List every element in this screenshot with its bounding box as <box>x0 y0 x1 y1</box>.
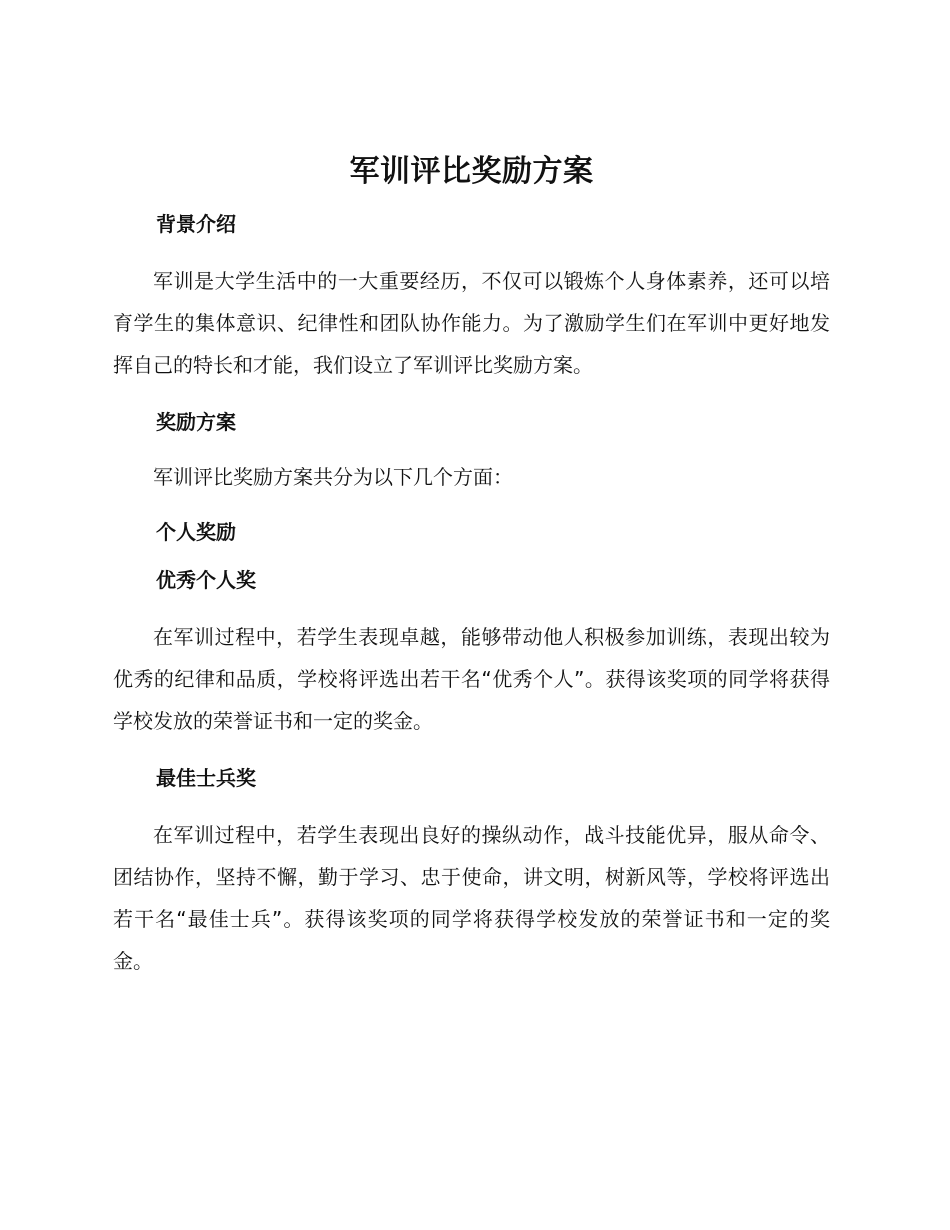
spacer <box>113 238 830 260</box>
document-body <box>113 148 830 982</box>
spacer <box>113 546 830 566</box>
paragraph-soldier: 在军训过程中，若学生表现出良好的操纵动作，战斗技能优异，服从命令、团结协作，坚持不懈，勤于学习、忠于使命，讲文明，树新风等，学校将评选出若干名“最佳士兵”。获得该奖项的同学将获得学校发放的荣誉证书和一定的奖金。 <box>113 823 830 973</box>
paragraph-plan-intro: 军训评比奖励方案共分为以下几个方面： <box>153 465 513 489</box>
section-heading-soldier: 最佳士兵奖 <box>156 766 256 790</box>
spacer <box>113 792 830 814</box>
section-heading-excellent: 优秀个人奖 <box>156 568 256 592</box>
spacer <box>113 386 830 408</box>
paragraph-background: 军训是大学生活中的一大重要经历，不仅可以锻炼个人身体素养，还可以培育学生的集体意识、纪律性和团队协作能力。为了激励学生们在军训中更好地发挥自己的特长和才能，我们设立了军训评比奖励方案。 <box>113 269 830 377</box>
spacer <box>113 436 830 456</box>
section-heading-background: 背景介绍 <box>156 212 236 236</box>
spacer <box>113 742 830 764</box>
spacer <box>113 594 830 616</box>
section-heading-individual: 个人奖励 <box>156 520 236 544</box>
paragraph-excellent: 在军训过程中，若学生表现卓越，能够带动他人积极参加训练，表现出较为优秀的纪律和品质，学校将评选出若干名“优秀个人”。获得该奖项的同学将获得学校发放的荣誉证书和一定的奖金。 <box>113 625 830 733</box>
document-title: 军训评比奖励方案 <box>349 154 594 189</box>
section-heading-plan: 奖励方案 <box>156 410 236 434</box>
spacer <box>113 498 830 518</box>
